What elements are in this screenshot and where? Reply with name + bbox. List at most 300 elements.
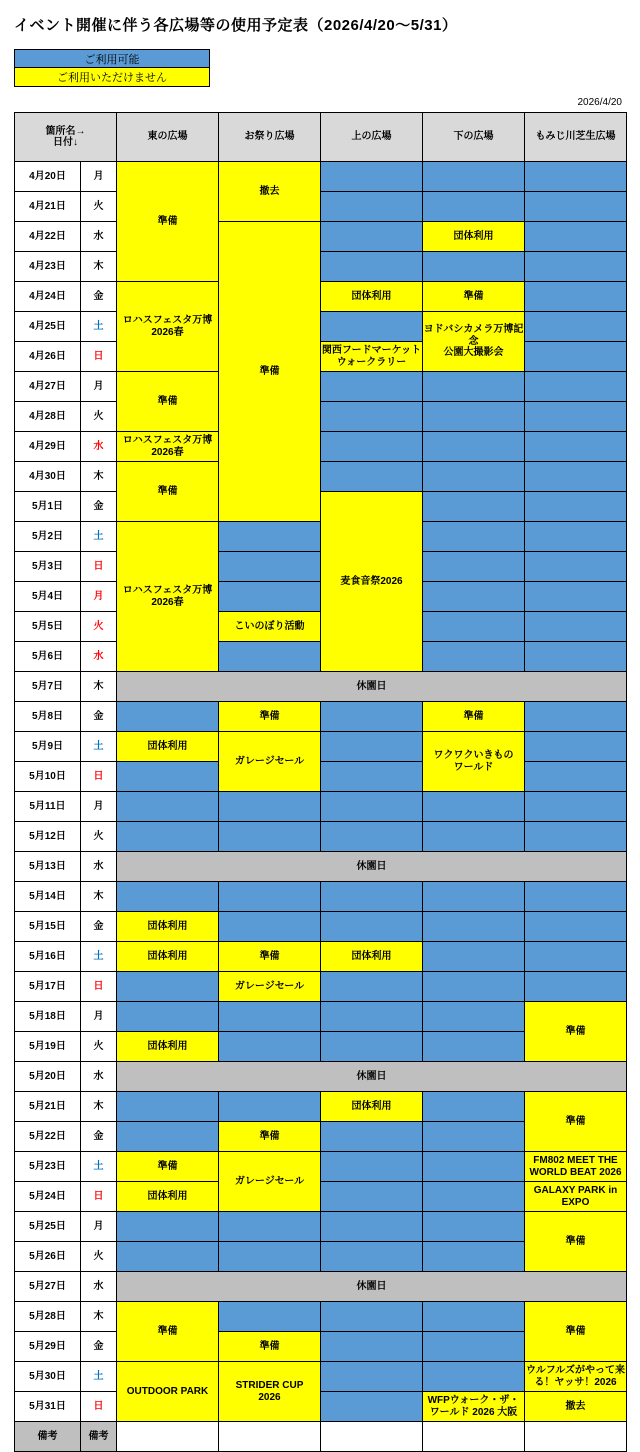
cell-ue <box>423 492 525 522</box>
row-dow: 金 <box>81 1332 117 1362</box>
table-row <box>15 342 627 372</box>
row-dow: 月 <box>81 162 117 192</box>
row-date: 4月25日 <box>15 312 81 342</box>
row-dow: 月 <box>81 582 117 612</box>
cell-higashi-lohas-1 <box>117 282 219 372</box>
cell-line1: STRIDER CUP <box>235 1380 304 1391</box>
table-row <box>15 1272 627 1302</box>
cell-momiji <box>525 402 627 432</box>
cell-momiji <box>525 882 627 912</box>
cell-ue <box>321 822 423 852</box>
cell-higashi <box>117 762 219 792</box>
cell-momiji-tekkyo: 撤去 <box>525 1392 627 1422</box>
footer-cell-omatsuri <box>219 1422 321 1452</box>
row-dow: 水 <box>81 1272 117 1302</box>
cell-shita <box>423 192 525 222</box>
table-row <box>15 162 627 192</box>
cell-closed-day: 休園日 <box>117 852 627 882</box>
cell-line2: ワールド <box>453 761 494 773</box>
cell-ue <box>321 402 423 432</box>
cell-momiji <box>525 462 627 492</box>
row-dow: 日 <box>81 552 117 582</box>
table-row <box>15 672 627 702</box>
footer-label-1: 備考 <box>15 1422 81 1452</box>
row-date: 5月19日 <box>15 1032 81 1062</box>
row-date: 5月17日 <box>15 972 81 1002</box>
cell-omatsuri <box>219 1212 321 1242</box>
row-dow: 土 <box>81 732 117 762</box>
row-date: 4月23日 <box>15 252 81 282</box>
cell-ue <box>321 162 423 192</box>
cell-momiji <box>525 162 627 192</box>
cell-shita <box>423 822 525 852</box>
row-dow: 日 <box>81 342 117 372</box>
cell-momiji <box>525 642 627 672</box>
row-date: 4月29日 <box>15 432 81 462</box>
row-dow: 日 <box>81 762 117 792</box>
cell-ue <box>321 1332 423 1362</box>
cell-ue <box>219 522 321 552</box>
cell-line1: FM802 MEET THE <box>533 1155 618 1166</box>
row-date: 5月23日 <box>15 1152 81 1182</box>
cell-momiji <box>525 912 627 942</box>
corner-header-line1: 箇所名→ <box>45 125 86 137</box>
row-dow: 日 <box>81 1182 117 1212</box>
cell-ue <box>321 1242 423 1272</box>
cell-shita <box>423 522 525 552</box>
cell-line1: WFPウォーク・ザ・ <box>427 1395 520 1406</box>
cell-shita <box>423 252 525 282</box>
cell-shita <box>423 1362 525 1392</box>
cell-line2: 2026春 <box>151 326 184 338</box>
cell-momiji <box>525 522 627 552</box>
cell-line1: ワクワクいきもの <box>433 750 514 761</box>
cell-ue <box>321 252 423 282</box>
cell-momiji <box>525 822 627 852</box>
cell-higashi <box>117 972 219 1002</box>
row-date: 5月25日 <box>15 1212 81 1242</box>
row-date: 5月14日 <box>15 882 81 912</box>
cell-momiji-junbi-0518: 準備 <box>525 1002 627 1062</box>
cell-omatsuri <box>219 792 321 822</box>
cell-higashi-junbi-3: 準備 <box>117 462 219 522</box>
cell-higashi <box>117 1242 219 1272</box>
cell-omatsuri-baishoku: 麦食音祭2026 <box>321 492 423 672</box>
cell-ue <box>321 882 423 912</box>
row-dow: 土 <box>81 942 117 972</box>
table-row <box>15 822 627 852</box>
row-dow: 日 <box>81 1392 117 1422</box>
cell-shita <box>423 402 525 432</box>
cell-shita-wfp <box>423 1392 525 1422</box>
cell-ue-koinobori: こいのぼり活動 <box>219 612 321 642</box>
cell-line1: 関西フードマーケット <box>321 345 422 356</box>
cell-momiji <box>525 312 627 342</box>
cell-line2: る！ヤッサ！2026 <box>534 1376 617 1388</box>
row-date: 5月20日 <box>15 1062 81 1092</box>
cell-higashi <box>117 702 219 732</box>
cell-ue <box>321 1002 423 1032</box>
cell-shita-yodobashi <box>423 312 525 372</box>
table-row <box>15 1152 627 1182</box>
row-dow: 火 <box>81 612 117 642</box>
cell-momiji <box>525 612 627 642</box>
row-date: 5月16日 <box>15 942 81 972</box>
row-date: 4月20日 <box>15 162 81 192</box>
cell-ue <box>321 972 423 1002</box>
cell-omatsuri-junbi-0508: 準備 <box>219 702 321 732</box>
row-date: 5月2日 <box>15 522 81 552</box>
row-dow: 月 <box>81 1212 117 1242</box>
row-date: 5月30日 <box>15 1362 81 1392</box>
cell-ue <box>321 912 423 942</box>
table-row <box>15 882 627 912</box>
row-dow: 木 <box>81 462 117 492</box>
row-dow: 火 <box>81 192 117 222</box>
cell-ue-dantai-0521: 団体利用 <box>321 1092 423 1122</box>
cell-ue <box>321 372 423 402</box>
cell-omatsuri <box>219 822 321 852</box>
cell-momiji <box>525 792 627 822</box>
cell-higashi-dantai-0515: 団体利用 <box>117 912 219 942</box>
page-title: イベント開催に伴う各広場等の使用予定表（2026/4/20〜5/31） <box>14 17 458 34</box>
row-date: 5月1日 <box>15 492 81 522</box>
row-dow: 土 <box>81 1152 117 1182</box>
table-row <box>15 462 627 492</box>
row-date: 4月28日 <box>15 402 81 432</box>
cell-momiji <box>525 432 627 462</box>
cell-ue <box>321 1212 423 1242</box>
cell-shita <box>423 1122 525 1152</box>
row-dow: 金 <box>81 282 117 312</box>
cell-shita <box>423 882 525 912</box>
row-date: 5月3日 <box>15 552 81 582</box>
cell-line1: ヨドバシカメラ万博記念 <box>423 324 524 347</box>
cell-shita <box>423 912 525 942</box>
cell-ue <box>321 1122 423 1152</box>
row-date: 5月15日 <box>15 912 81 942</box>
cell-higashi-outdoor: OUTDOOR PARK <box>117 1362 219 1422</box>
cell-omatsuri <box>219 1032 321 1062</box>
cell-momiji-junbi-0521: 準備 <box>525 1092 627 1152</box>
cell-ue <box>321 1362 423 1392</box>
cell-shita <box>423 972 525 1002</box>
cell-momiji-galaxy: GALAXY PARK in EXPO <box>525 1182 627 1212</box>
row-date: 5月4日 <box>15 582 81 612</box>
cell-shita <box>423 642 525 672</box>
row-date: 5月10日 <box>15 762 81 792</box>
cell-shita-dantai: 団体利用 <box>423 222 525 252</box>
cell-higashi-lohas-2 <box>117 522 219 672</box>
cell-omatsuri-junbi: 準備 <box>219 222 321 522</box>
row-dow: 日 <box>81 972 117 1002</box>
footer-cell-momiji <box>525 1422 627 1452</box>
cell-omatsuri-tekkyo: 撤去 <box>219 162 321 222</box>
table-row <box>15 1362 627 1392</box>
cell-line2: 2026春 <box>151 596 184 608</box>
row-dow: 金 <box>81 702 117 732</box>
row-date: 4月21日 <box>15 192 81 222</box>
cell-higashi-junbi-1: 準備 <box>117 162 219 282</box>
cell-momiji-junbi-0528: 準備 <box>525 1302 627 1362</box>
cell-higashi-junbi-0523: 準備 <box>117 1152 219 1182</box>
cell-ue <box>219 552 321 582</box>
row-dow: 木 <box>81 672 117 702</box>
cell-shita <box>423 372 525 402</box>
cell-ue <box>321 1392 423 1422</box>
table-row <box>15 312 627 342</box>
cell-shita <box>423 462 525 492</box>
cell-line2: ウォークラリー <box>336 356 407 368</box>
cell-shita <box>423 582 525 612</box>
row-date: 4月27日 <box>15 372 81 402</box>
cell-shita <box>423 1002 525 1032</box>
cell-momiji <box>525 372 627 402</box>
table-row <box>15 402 627 432</box>
legend <box>14 49 640 87</box>
table-row <box>15 762 627 792</box>
table-row <box>15 732 627 762</box>
datestamp: 2026/4/20 <box>577 97 622 108</box>
cell-momiji <box>525 282 627 312</box>
cell-line2: WORLD BEAT 2026 <box>529 1166 622 1178</box>
row-dow: 月 <box>81 1002 117 1032</box>
row-dow: 金 <box>81 492 117 522</box>
cell-higashi-junbi-0528: 準備 <box>117 1302 219 1362</box>
cell-shita <box>423 1302 525 1332</box>
row-date: 5月13日 <box>15 852 81 882</box>
cell-ue <box>321 1032 423 1062</box>
cell-shita-wakuwaku <box>423 732 525 792</box>
schedule-table <box>14 112 627 1452</box>
cell-higashi-dantai-0509: 団体利用 <box>117 732 219 762</box>
row-dow: 水 <box>81 222 117 252</box>
cell-higashi <box>117 882 219 912</box>
table-row-footer <box>15 1422 627 1452</box>
cell-ue <box>321 1152 423 1182</box>
cell-higashi <box>117 822 219 852</box>
cell-ue <box>321 1302 423 1332</box>
cell-ue <box>321 222 423 252</box>
cell-omatsuri <box>219 1242 321 1272</box>
table-row <box>15 792 627 822</box>
row-dow: 水 <box>81 852 117 882</box>
cell-momiji <box>525 702 627 732</box>
cell-ue <box>219 642 321 672</box>
row-date: 4月24日 <box>15 282 81 312</box>
row-dow: 木 <box>81 1302 117 1332</box>
cell-closed-day: 休園日 <box>117 1272 627 1302</box>
footer-cell-ue <box>321 1422 423 1452</box>
cell-shita <box>423 792 525 822</box>
corner-header-line2: 日付↓ <box>53 137 78 148</box>
cell-ue <box>321 462 423 492</box>
cell-shita <box>423 1212 525 1242</box>
cell-closed-day: 休園日 <box>117 1062 627 1092</box>
cell-ue <box>321 702 423 732</box>
cell-momiji <box>525 732 627 762</box>
row-date: 4月22日 <box>15 222 81 252</box>
cell-shita-junbi: 準備 <box>423 282 525 312</box>
cell-higashi-dantai-0516: 団体利用 <box>117 942 219 972</box>
cell-line2: 2026 <box>258 1391 281 1403</box>
cell-higashi-dantai-0524: 団体利用 <box>117 1182 219 1212</box>
row-dow: 月 <box>81 372 117 402</box>
cell-shita <box>423 612 525 642</box>
cell-momiji-ulfuls <box>525 1362 627 1392</box>
cell-momiji-fm802 <box>525 1152 627 1182</box>
legend-available: ご利用可能 <box>14 49 210 68</box>
cell-shita <box>525 492 627 522</box>
cell-line2: 公園大撮影会 <box>443 347 504 359</box>
row-date: 5月8日 <box>15 702 81 732</box>
table-row <box>15 372 627 402</box>
cell-shita <box>423 1182 525 1212</box>
legend-unavailable: ご利用いただけません <box>14 68 210 87</box>
cell-ue <box>219 582 321 612</box>
table-row <box>15 1062 627 1092</box>
cell-higashi <box>117 1002 219 1032</box>
cell-higashi <box>117 792 219 822</box>
cell-omatsuri-garage-3: ガレージセール <box>219 1152 321 1212</box>
cell-omatsuri-junbi-0516: 準備 <box>219 942 321 972</box>
footer-cell-higashi <box>117 1422 219 1452</box>
row-dow: 土 <box>81 1362 117 1392</box>
cell-higashi <box>117 1122 219 1152</box>
row-dow: 火 <box>81 1032 117 1062</box>
cell-ue-kansai <box>321 342 423 372</box>
row-date: 4月30日 <box>15 462 81 492</box>
row-date: 5月7日 <box>15 672 81 702</box>
table-row <box>15 1002 627 1032</box>
row-date: 5月12日 <box>15 822 81 852</box>
cell-omatsuri <box>219 1002 321 1032</box>
cell-shita <box>423 1092 525 1122</box>
row-date: 5月18日 <box>15 1002 81 1032</box>
cell-omatsuri <box>219 1092 321 1122</box>
cell-momiji <box>525 252 627 282</box>
row-date: 5月5日 <box>15 612 81 642</box>
table-header-row <box>15 113 627 162</box>
cell-higashi <box>117 1092 219 1122</box>
cell-line1: ロハスフェスタ万博 <box>122 315 213 326</box>
cell-omatsuri-garage-2: ガレージセール <box>219 972 321 1002</box>
row-date: 5月24日 <box>15 1182 81 1212</box>
table-row <box>15 912 627 942</box>
row-date: 5月29日 <box>15 1332 81 1362</box>
cell-higashi-junbi-2: 準備 <box>117 372 219 432</box>
cell-momiji <box>525 942 627 972</box>
row-date: 5月31日 <box>15 1392 81 1422</box>
cell-shita <box>423 942 525 972</box>
row-dow: 火 <box>81 822 117 852</box>
cell-shita <box>423 432 525 462</box>
table-row <box>15 702 627 732</box>
cell-omatsuri-garage-1: ガレージセール <box>219 732 321 792</box>
table-row <box>15 492 627 522</box>
cell-momiji <box>525 342 627 372</box>
cell-closed-day: 休園日 <box>117 672 627 702</box>
table-row <box>15 1392 627 1422</box>
row-date: 5月27日 <box>15 1272 81 1302</box>
cell-ue <box>321 732 423 762</box>
cell-shita <box>423 1242 525 1272</box>
row-dow: 火 <box>81 1242 117 1272</box>
row-dow: 土 <box>81 312 117 342</box>
row-dow: 土 <box>81 522 117 552</box>
column-header-shita: 下の広場 <box>423 113 525 162</box>
cell-ue <box>321 192 423 222</box>
cell-omatsuri-junbi-0522: 準備 <box>219 1122 321 1152</box>
cell-shita <box>423 1332 525 1362</box>
column-header-omatsuri: お祭り広場 <box>219 113 321 162</box>
row-date: 5月6日 <box>15 642 81 672</box>
cell-ue <box>321 792 423 822</box>
table-row <box>15 192 627 222</box>
cell-shita <box>423 162 525 192</box>
footer-label-2: 備考 <box>81 1422 117 1452</box>
cell-higashi <box>117 1212 219 1242</box>
cell-ue <box>321 762 423 792</box>
cell-momiji <box>525 762 627 792</box>
row-dow: 木 <box>81 1092 117 1122</box>
corner-header <box>15 113 117 162</box>
cell-omatsuri <box>219 1302 321 1332</box>
table-row <box>15 1092 627 1122</box>
cell-higashi-lohas-small: ロハスフェスタ万博2026春 <box>117 432 219 462</box>
row-dow: 金 <box>81 1122 117 1152</box>
cell-shita <box>423 552 525 582</box>
column-header-momiji: もみじ川芝生広場 <box>525 113 627 162</box>
table-row <box>15 942 627 972</box>
cell-shita <box>423 1032 525 1062</box>
cell-momiji <box>525 552 627 582</box>
table-row <box>15 432 627 462</box>
row-dow: 火 <box>81 402 117 432</box>
row-dow: 水 <box>81 1062 117 1092</box>
cell-momiji <box>525 222 627 252</box>
cell-line2: ワールド 2026 大阪 <box>429 1406 518 1418</box>
row-date: 5月26日 <box>15 1242 81 1272</box>
cell-momiji <box>525 972 627 1002</box>
row-date: 5月11日 <box>15 792 81 822</box>
cell-omatsuri <box>219 912 321 942</box>
row-date: 4月26日 <box>15 342 81 372</box>
table-row <box>15 1182 627 1212</box>
table-row <box>15 222 627 252</box>
table-row <box>15 282 627 312</box>
table-row <box>15 1302 627 1332</box>
row-date: 5月28日 <box>15 1302 81 1332</box>
cell-ue <box>321 1182 423 1212</box>
table-row <box>15 252 627 282</box>
cell-ue <box>321 432 423 462</box>
cell-ue-dantai-0516: 団体利用 <box>321 942 423 972</box>
cell-higashi-dantai-0519: 団体利用 <box>117 1032 219 1062</box>
row-dow: 木 <box>81 252 117 282</box>
row-dow: 水 <box>81 432 117 462</box>
cell-line1: ロハスフェスタ万博 <box>122 585 213 596</box>
cell-shita <box>423 1152 525 1182</box>
row-date: 5月9日 <box>15 732 81 762</box>
cell-shita-junbi-0508: 準備 <box>423 702 525 732</box>
row-date: 5月21日 <box>15 1092 81 1122</box>
row-dow: 金 <box>81 912 117 942</box>
column-header-ue: 上の広場 <box>321 113 423 162</box>
column-header-higashi: 東の広場 <box>117 113 219 162</box>
cell-line1: ウルフルズがやって来 <box>526 1365 625 1376</box>
cell-ue <box>321 312 423 342</box>
